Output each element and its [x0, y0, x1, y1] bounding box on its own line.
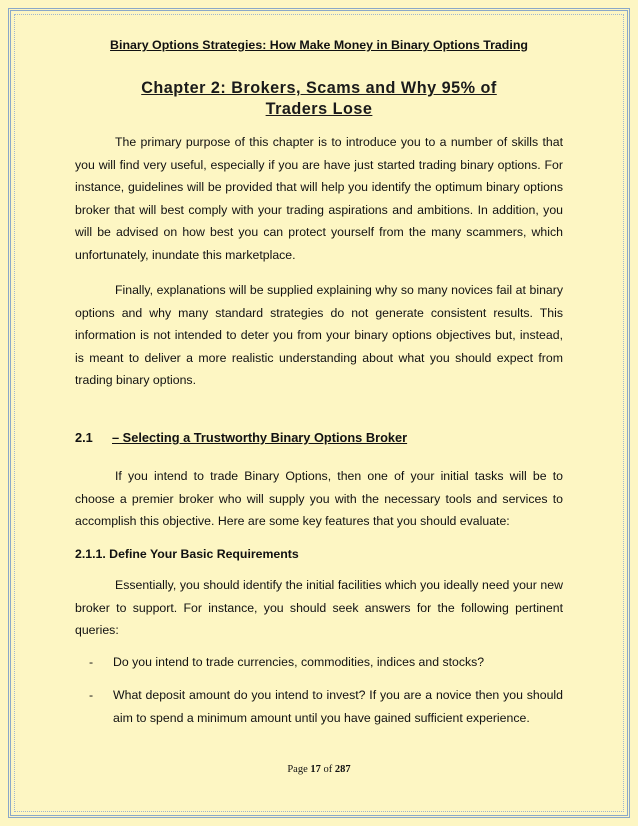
list-dash: -: [89, 655, 94, 669]
paragraph-finally: Finally, explanations will be supplied explaining why so many novices fail at binary options and why many standard strategies do not generate consistent results. This information is not intended to deter you from your binary options objectives but, instead, is meant to deliver a more realistic understanding about what you should expect from trading binary options.: [75, 283, 563, 388]
footer-page-number: 17: [310, 764, 321, 775]
list-item: [89, 684, 563, 730]
paragraph-broker: If you intend to trade Binary Options, then one of your initial tasks will be to choose a premier broker who will supply you with the necessary tools and services to accomplish this objective. Here are some key features that you should evaluate:: [75, 469, 563, 529]
chapter-title-line2: Traders Lose: [265, 100, 373, 118]
footer-total-pages: 287: [334, 764, 351, 775]
paragraph-intro: The primary purpose of this chapter is to introduce you to a number of skills that you will find very useful, especially if you are have just started trading binary options. For instance, guidelines will be provided that will help you identify the optimum binary options broker that will best comply with your trading aspirations and ambitions. In addition, you will be advised on how best you can protect yourself from the many scammers, which unfortunately, inundate this marketplace.: [75, 135, 563, 262]
list-dash: -: [89, 688, 94, 702]
list-item: [89, 651, 563, 674]
section-number: 2.1: [75, 430, 93, 445]
chapter-title-line1: Chapter 2: Brokers, Scams and Why 95% of: [141, 79, 497, 97]
page-footer: [75, 764, 563, 775]
paragraph-requirements: Essentially, you should identify the initial facilities which you ideally need your new broker to support. For instance, you should seek answers for the following pertinent queries:: [75, 578, 563, 638]
list-item-text: What deposit amount do you intend to invest? If you are a novice then you should aim to spend a minimum amount until you have gained sufficient experience.: [113, 688, 563, 725]
document-page: [75, 0, 563, 826]
footer-page-word: Page: [287, 764, 308, 775]
footer-of-word: of: [323, 764, 333, 775]
section-title: – Selecting a Trustworthy Binary Options Broker: [112, 430, 408, 445]
section-heading: [75, 430, 563, 445]
list-item-text: Do you intend to trade currencies, commodities, indices and stocks?: [113, 655, 485, 669]
chapter-title: [75, 78, 563, 120]
subsection-heading: 2.1.1. Define Your Basic Requirements: [75, 547, 299, 561]
running-header: Binary Options Strategies: How Make Money in Binary Options Trading: [110, 38, 528, 52]
